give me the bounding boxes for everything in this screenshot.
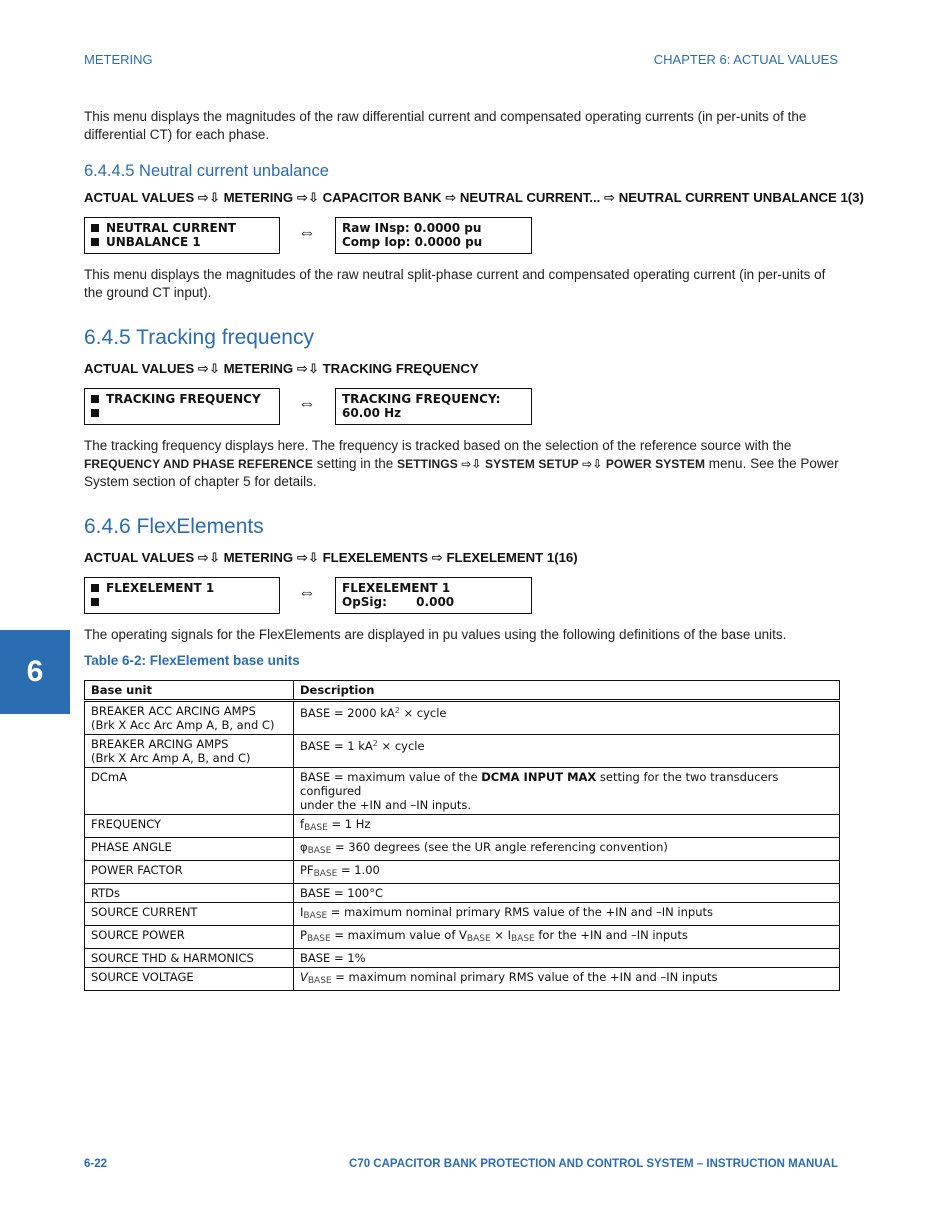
superscript: 2	[372, 739, 378, 748]
subscript: BASE	[304, 823, 328, 833]
desc-text: = 360 degrees (see the UR angle referencing convention)	[331, 840, 668, 854]
desc-text: = 1 Hz	[327, 817, 371, 831]
setting-name: FREQUENCY AND PHASE REFERENCE	[84, 457, 313, 471]
lcd-line-1: TRACKING FREQUENCY:	[342, 392, 501, 406]
table-row	[85, 968, 840, 991]
table-row	[85, 815, 840, 838]
table-cell: FREQUENCY	[85, 815, 294, 838]
subscript: BASE	[307, 976, 332, 986]
desc-text: × cycle	[399, 706, 447, 720]
unit-detail: (Brk X Arc Amp A, B, and C)	[91, 751, 251, 765]
square-bullet-icon	[91, 224, 99, 232]
symbol: φ	[300, 840, 308, 854]
table-cell: SOURCE VOLTAGE	[85, 968, 294, 991]
table-row	[85, 903, 840, 926]
desc-text: for the +IN and –IN inputs	[534, 928, 688, 942]
desc-text: setting for the two transducers configured	[300, 770, 779, 798]
table-cell	[294, 861, 840, 884]
square-bullet-icon	[91, 584, 99, 592]
subscript: BASE	[306, 934, 331, 944]
subscript: BASE	[313, 869, 338, 879]
square-bullet-icon	[91, 598, 99, 606]
double-arrow-icon: ⇔	[298, 222, 316, 242]
table-cell	[294, 838, 840, 861]
lcd-menu-tracking	[84, 388, 280, 425]
lcd-line-2: 60.00 Hz	[342, 406, 402, 420]
superscript: 2	[394, 706, 400, 715]
running-header-chapter: CHAPTER 6: ACTUAL VALUES	[653, 52, 838, 67]
table-cell: BASE = 100°C	[294, 884, 840, 903]
table-cell	[85, 735, 294, 768]
lcd-line-1: FLEXELEMENT 1	[342, 581, 451, 595]
table-cell	[294, 701, 840, 735]
lcd-line-1: FLEXELEMENT 1	[106, 581, 215, 595]
table-row	[85, 701, 840, 735]
unit-name: BREAKER ACC ARCING AMPS	[91, 704, 256, 718]
section-title-neutral-current-unbalance: 6.4.4.5 Neutral current unbalance	[84, 162, 329, 180]
subscript: BASE	[466, 934, 491, 944]
square-bullet-icon	[91, 395, 99, 403]
lcd-line-2: Comp Iop: 0.0000 pu	[342, 235, 483, 249]
menu-reference: SETTINGS ⇨⇩ SYSTEM SETUP ⇨⇩ POWER SYSTEM	[397, 457, 706, 471]
desc-text: × cycle	[377, 739, 425, 753]
square-bullet-icon	[91, 238, 99, 246]
lcd-line-1: TRACKING FREQUENCY	[106, 392, 261, 406]
lcd-line-1: NEUTRAL CURRENT	[106, 221, 236, 235]
table-row	[85, 926, 840, 949]
table-row	[85, 735, 840, 768]
table-cell	[294, 768, 840, 815]
page-number: 6-22	[84, 1158, 108, 1170]
menu-path-flexelements: ACTUAL VALUES ⇨⇩ METERING ⇨⇩ FLEXELEMENTS ⇨ FLEXELEMENT 1(16)	[84, 550, 578, 565]
table-cell: SOURCE POWER	[85, 926, 294, 949]
table-row	[85, 838, 840, 861]
table-cell	[294, 735, 840, 768]
unit-detail: (Brk X Acc Arc Amp A, B, and C)	[91, 718, 275, 732]
desc-text: setting in the	[312, 456, 397, 471]
subscript: BASE	[303, 911, 328, 921]
table-cell	[294, 926, 840, 949]
desc-text: = maximum value of V	[330, 928, 467, 942]
symbol: PF	[300, 863, 314, 877]
table-cell: POWER FACTOR	[85, 861, 294, 884]
double-arrow-icon: ⇔	[298, 582, 316, 602]
desc-text: = maximum nominal primary RMS value of the +IN and –IN inputs	[327, 905, 714, 919]
desc-text: BASE = 2000 kA	[300, 706, 395, 720]
subscript: BASE	[307, 846, 332, 856]
flexelements-description: The operating signals for the FlexElements are displayed in pu values using the following definitions of the base units.	[84, 627, 787, 642]
unit-name: BREAKER ARCING AMPS	[91, 737, 229, 751]
section-title-flexelements: 6.4.6 FlexElements	[84, 515, 264, 538]
table-caption: Table 6-2: FlexElement base units	[84, 653, 300, 668]
lcd-line-2: UNBALANCE 1	[106, 235, 201, 249]
table-row	[85, 861, 840, 884]
table-cell: PHASE ANGLE	[85, 838, 294, 861]
subscript: BASE	[510, 934, 535, 944]
table-row	[85, 768, 840, 815]
table-cell: SOURCE THD & HARMONICS	[85, 949, 294, 968]
lcd-line-1: Raw INsp: 0.0000 pu	[342, 221, 482, 235]
lcd-menu-neutral	[84, 217, 280, 254]
menu-path-tracking: ACTUAL VALUES ⇨⇩ METERING ⇨⇩ TRACKING FREQUENCY	[84, 361, 479, 376]
lcd-line-2: OpSig: 0.000	[342, 595, 455, 609]
desc-text: under the +IN and –IN inputs.	[300, 798, 472, 812]
table-cell: DCmA	[85, 768, 294, 815]
menu-path-neutral: ACTUAL VALUES ⇨⇩ METERING ⇨⇩ CAPACITOR BANK ⇨ NEUTRAL CURRENT... ⇨ NEUTRAL CURRENT UNBALANCE 1(3)	[84, 190, 864, 205]
lcd-values-flexelement	[335, 577, 532, 614]
neutral-description: This menu displays the magnitudes of the raw neutral split-phase current and compensated operating current (in per-units of the ground CT input).	[84, 267, 826, 300]
column-header: Base unit	[85, 681, 294, 701]
square-bullet-icon	[91, 409, 99, 417]
table-cell	[294, 903, 840, 926]
table-cell	[294, 968, 840, 991]
symbol: P	[300, 928, 307, 942]
table-cell: SOURCE CURRENT	[85, 903, 294, 926]
desc-text: = maximum nominal primary RMS value of the +IN and –IN inputs	[331, 970, 718, 984]
desc-text: = 1.00	[337, 863, 380, 877]
running-header-section: METERING	[84, 52, 153, 67]
desc-text: BASE = maximum value of the	[300, 770, 482, 784]
table-row	[85, 949, 840, 968]
chapter-side-tab: 6	[0, 630, 70, 714]
setting-name: DCMA INPUT MAX	[481, 770, 597, 784]
desc-text: × I	[490, 928, 511, 942]
symbol: I	[300, 905, 304, 919]
section-title-tracking-frequency: 6.4.5 Tracking frequency	[84, 326, 314, 349]
column-header: Description	[294, 681, 840, 701]
lcd-menu-flexelement	[84, 577, 280, 614]
desc-text: BASE = 1 kA	[300, 739, 373, 753]
symbol: V	[300, 970, 308, 984]
table-cell	[294, 815, 840, 838]
double-arrow-icon: ⇔	[298, 393, 316, 413]
desc-text: menu. See the Power	[705, 456, 839, 471]
desc-text: System section of chapter 5 for details.	[84, 474, 317, 489]
table-header-row	[85, 681, 840, 701]
lcd-values-tracking	[335, 388, 532, 425]
symbol: f	[300, 817, 305, 831]
lcd-values-neutral	[335, 217, 532, 254]
flexelement-base-units-table	[84, 680, 840, 991]
table-cell: BASE = 1%	[294, 949, 840, 968]
table-cell: RTDs	[85, 884, 294, 903]
tracking-description	[84, 437, 842, 491]
intro-paragraph: This menu displays the magnitudes of the raw differential current and compensated operating currents (in per-units of the differential CT) for each phase.	[84, 109, 807, 142]
manual-title-footer: C70 CAPACITOR BANK PROTECTION AND CONTROL SYSTEM – INSTRUCTION MANUAL	[349, 1158, 838, 1170]
desc-text: The tracking frequency displays here. The frequency is tracked based on the selection of the reference source with the	[84, 438, 792, 453]
table-cell	[85, 701, 294, 735]
table-row	[85, 884, 840, 903]
